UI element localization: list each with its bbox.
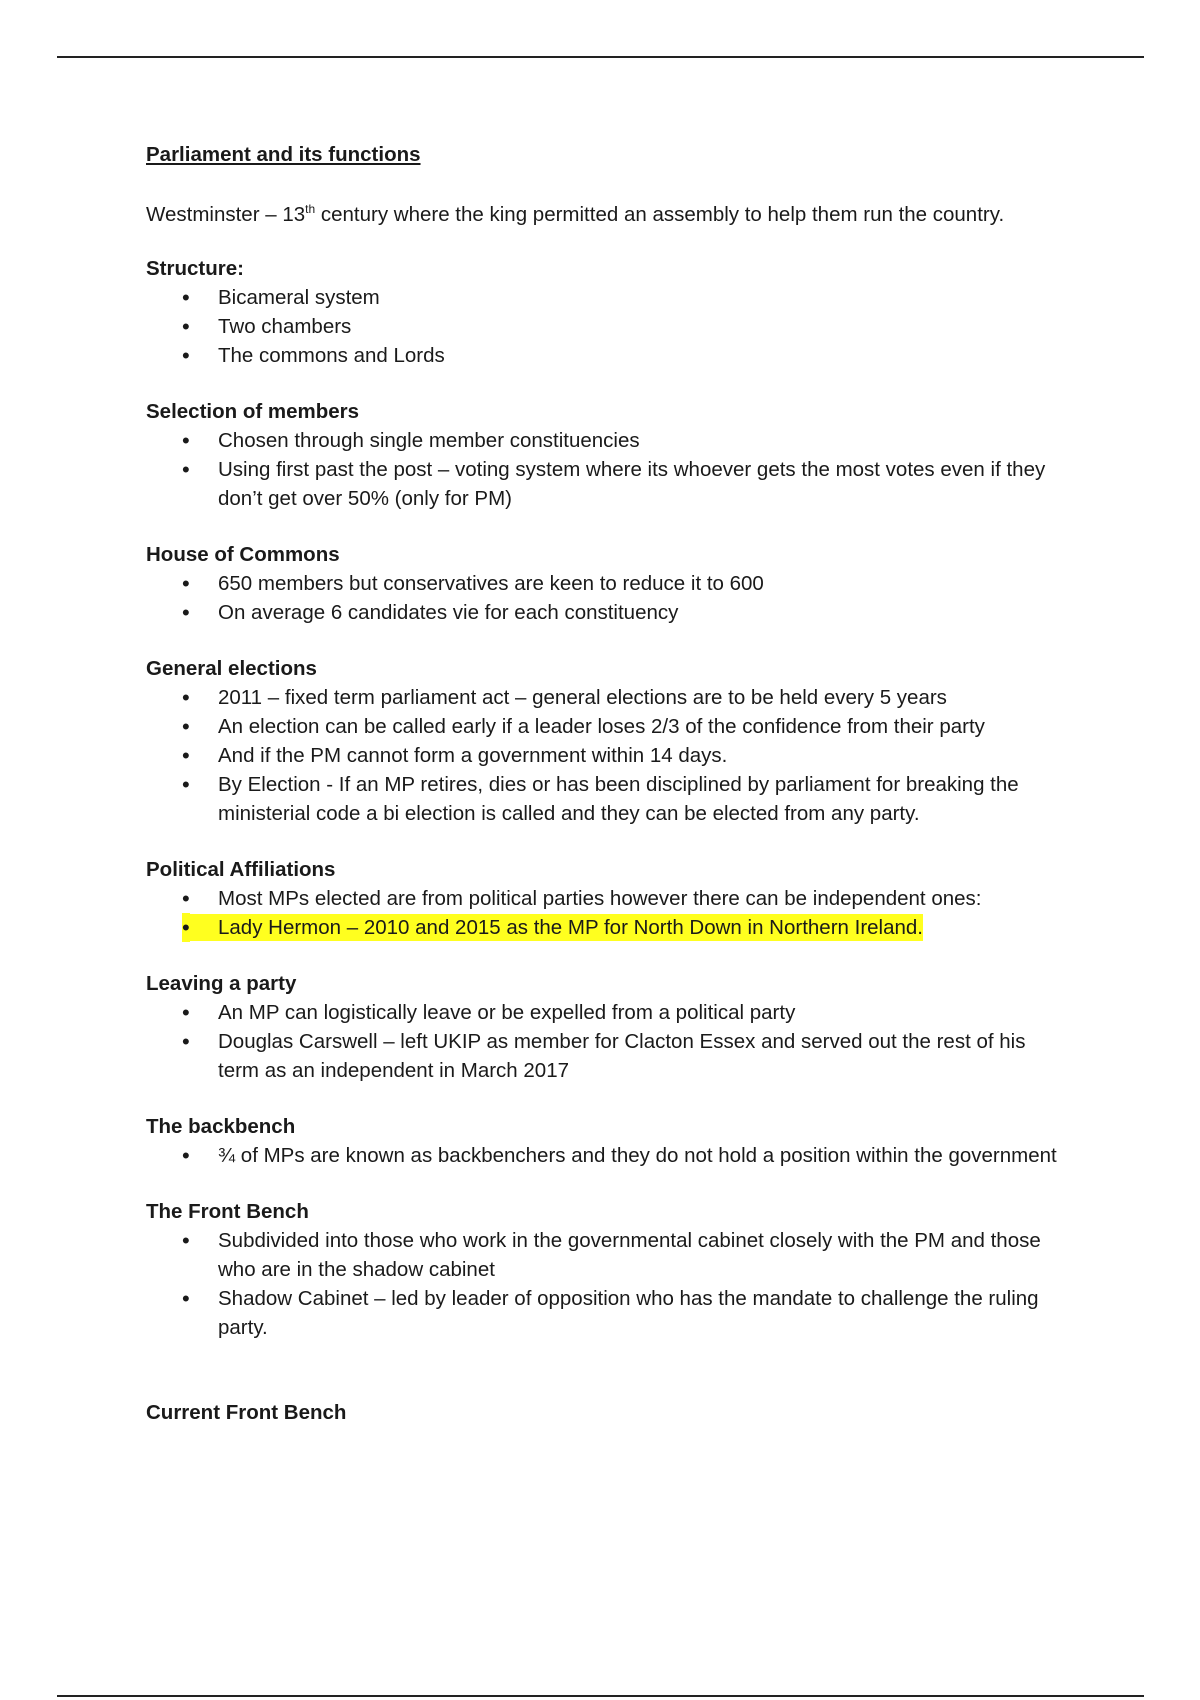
section-the-front-bench [146,1197,1066,1342]
bullet-list [146,683,1066,828]
list-item: • On average 6 candidates vie for each constituency [146,598,1066,627]
section-the-backbench [146,1112,1066,1170]
list-item: • Two chambers [146,312,1066,341]
list-item: • By Election - If an MP retires, dies or has been disciplined by parliament for breaking the ministerial code a bi election is called and they can be elected from any party. [146,770,1066,828]
document-body [146,140,1066,1454]
section-selection-of-members [146,397,1066,513]
section-current-front-bench [146,1398,1066,1427]
bullet-list [146,1226,1066,1342]
bullet-list [146,426,1066,513]
section-house-of-commons [146,540,1066,627]
list-item: • An MP can logistically leave or be expelled from a political party [146,998,1066,1027]
page-title: Parliament and its functions [146,143,421,166]
highlighted-text: Lady Hermon – 2010 and 2015 as the MP for North Down in Northern Ireland. [218,916,923,939]
bullet-list [146,998,1066,1085]
list-item: • Most MPs elected are from political parties however there can be independent ones: [146,884,1066,913]
list-item: • 650 members but conservatives are keen to reduce it to 600 [146,569,1066,598]
intro-text-start: Westminster – 13 [146,203,306,226]
section-political-affiliations [146,855,1066,942]
intro-paragraph [146,200,1066,229]
list-item: • An election can be called early if a leader loses 2/3 of the confidence from their party [146,712,1066,741]
intro-superscript: th [305,202,316,217]
section-structure [146,254,1066,370]
list-item: • Using first past the post – voting system where its whoever gets the most votes even if they don’t get over 50% (only for PM) [146,455,1066,513]
list-item: • Subdivided into those who work in the governmental cabinet closely with the PM and those who are in the shadow cabinet [146,1226,1066,1284]
section-heading: Leaving a party [146,972,297,995]
section-heading: General elections [146,657,317,680]
footer-rule [57,1695,1144,1697]
bullet-list [146,283,1066,370]
list-item: • 2011 – fixed term parliament act – general elections are to be held every 5 years [146,683,1066,712]
list-item: • And if the PM cannot form a government within 14 days. [146,741,1066,770]
bullet-list [146,569,1066,627]
list-item: • ¾ of MPs are known as backbenchers and they do not hold a position within the government [146,1141,1066,1170]
list-item: • Bicameral system [146,283,1066,312]
section-leaving-a-party [146,969,1066,1085]
section-heading: The Front Bench [146,1200,309,1223]
list-item: • The commons and Lords [146,341,1066,370]
highlighted-list-item [146,913,1066,942]
bullet-list [146,1141,1066,1170]
intro-text-end: century where the king permitted an assembly to help them run the country. [315,203,1005,226]
section-heading: House of Commons [146,543,340,566]
section-heading: The backbench [146,1115,296,1138]
section-heading: Selection of members [146,400,360,423]
header-rule [57,56,1144,58]
section-general-elections [146,654,1066,828]
list-item: • Chosen through single member constituencies [146,426,1066,455]
section-heading: Political Affiliations [146,858,336,881]
section-heading: Structure: [146,257,244,280]
bullet-list [146,884,1066,942]
section-heading: Current Front Bench [146,1401,347,1424]
list-item: • Douglas Carswell – left UKIP as member for Clacton Essex and served out the rest of his term as an independent in March 2017 [146,1027,1066,1085]
list-item: • Shadow Cabinet – led by leader of opposition who has the mandate to challenge the ruling party. [146,1284,1066,1342]
